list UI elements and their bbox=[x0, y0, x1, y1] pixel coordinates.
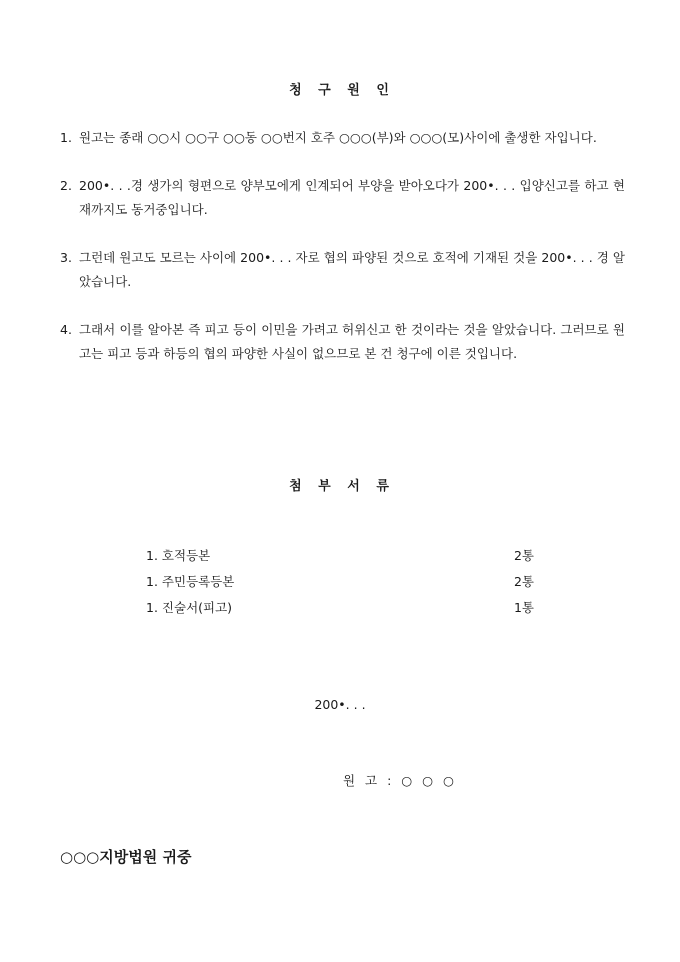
attachments-list bbox=[146, 545, 534, 623]
court-addressee: ○○○지방법원 귀중 bbox=[60, 848, 192, 866]
claim-text: 그래서 이를 알아본 즉 피고 등이 이민을 가려고 허위신고 한 것이라는 것을 알았습니다. 그러므로 원고는 피고 등과 하등의 협의 파양한 사실이 없으므로 본 건 청구에 이른 것입니다. bbox=[79, 322, 625, 361]
attachment-item bbox=[146, 571, 534, 597]
attachment-item bbox=[146, 545, 534, 571]
attachment-number: 1. bbox=[146, 574, 158, 589]
attachment-name: 호적등본 bbox=[161, 548, 211, 563]
attachment-label bbox=[146, 597, 232, 623]
claims-list bbox=[60, 126, 625, 390]
claim-item bbox=[60, 246, 625, 294]
attachment-number: 1. bbox=[146, 548, 158, 563]
claim-number: 1. bbox=[60, 130, 72, 145]
claim-item bbox=[60, 174, 625, 222]
claim-number: 3. bbox=[60, 250, 72, 265]
section-title-attachments: 첨 부 서 류 bbox=[289, 479, 391, 494]
attachment-count: 2통 bbox=[513, 574, 534, 589]
attachment-number: 1. bbox=[146, 600, 158, 615]
attachment-name: 주민등록등본 bbox=[161, 574, 235, 589]
attachment-name: 진술서(피고) bbox=[161, 600, 233, 615]
attachment-count: 1통 bbox=[513, 600, 534, 615]
attachment-item bbox=[146, 597, 534, 623]
plaintiff-signature: 원 고 : ○ ○ ○ bbox=[343, 773, 457, 788]
claim-text: 그런데 원고도 모르는 사이에 200•. . . 자로 협의 파양된 것으로 호적에 기재된 것을 200•. . . 경 알았습니다. bbox=[79, 250, 625, 289]
section-title-claims: 청 구 원 인 bbox=[289, 83, 391, 98]
document-date: 200•. . . bbox=[314, 697, 366, 712]
claim-text: 200•. . .경 생가의 형편으로 양부모에게 인계되어 부양을 받아오다가 200•. . . 입양신고를 하고 현재까지도 동거중입니다. bbox=[79, 178, 625, 217]
claim-item bbox=[60, 126, 625, 150]
attachment-count: 2통 bbox=[513, 548, 534, 563]
claim-item bbox=[60, 318, 625, 366]
claim-number: 2. bbox=[60, 178, 72, 193]
attachment-label bbox=[146, 571, 234, 597]
claim-text: 원고는 종래 ○○시 ○○구 ○○동 ○○번지 호주 ○○○(부)와 ○○○(모)사이에 출생한 자입니다. bbox=[79, 130, 597, 145]
claim-number: 4. bbox=[60, 322, 72, 337]
attachment-label bbox=[146, 545, 210, 571]
